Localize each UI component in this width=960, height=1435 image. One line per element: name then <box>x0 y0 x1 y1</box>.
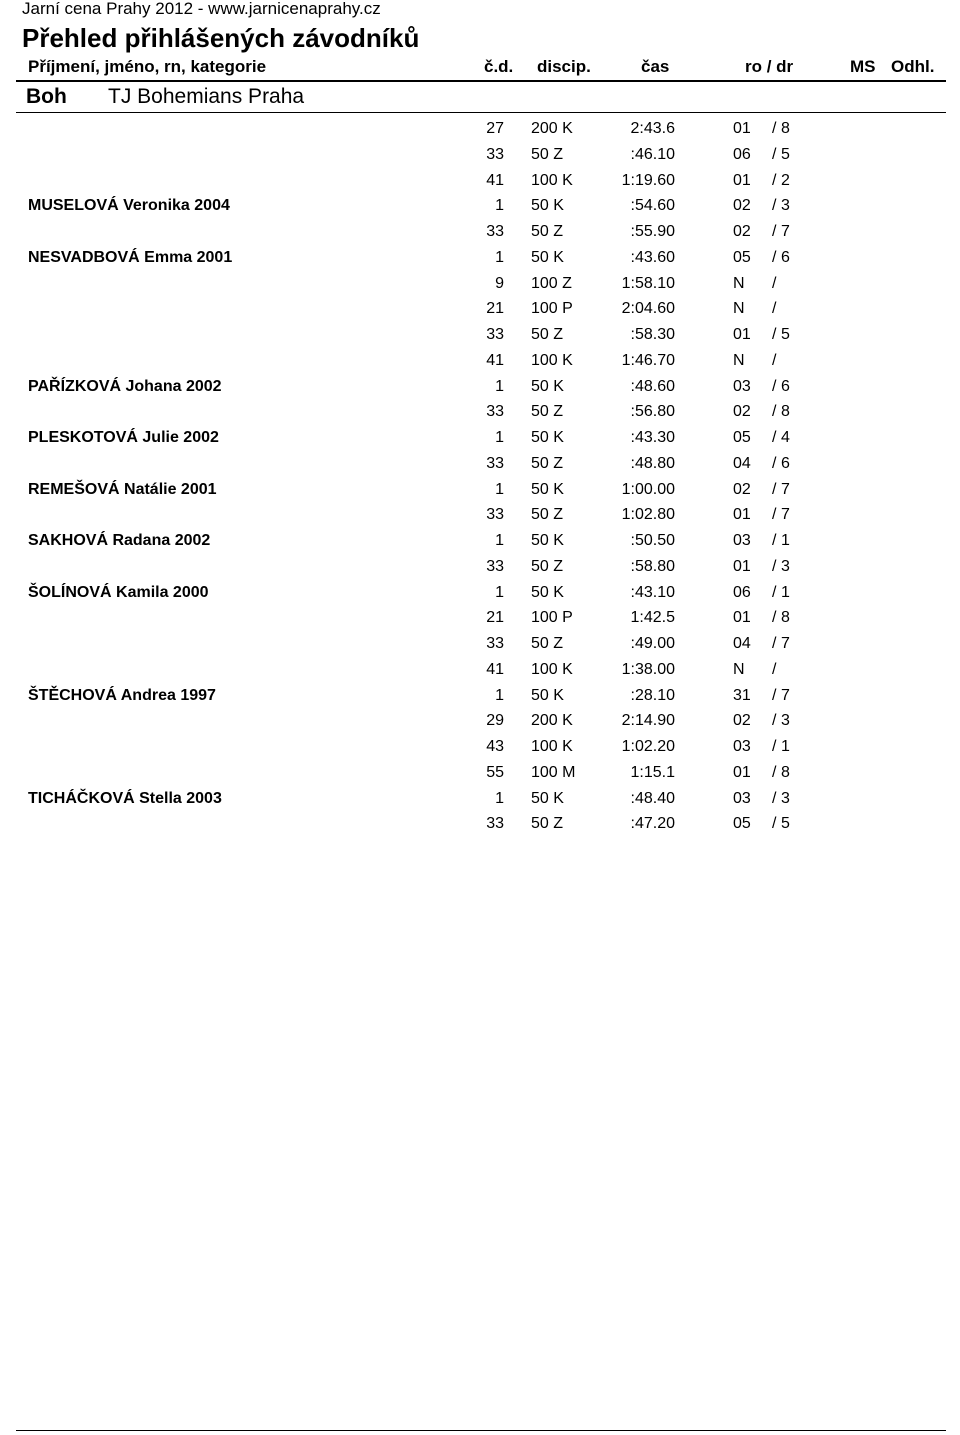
entry-name: SAKHOVÁ Radana 2002 <box>28 532 211 549</box>
entry-separator: / <box>772 789 777 807</box>
entry-dr: 7 <box>781 686 790 704</box>
entry-cd: 1 <box>495 429 504 446</box>
entry-time: :46.10 <box>630 145 675 163</box>
entry-ro: 03 <box>733 738 751 755</box>
entry-time: 2:04.60 <box>621 300 675 318</box>
entry-ro: 03 <box>733 532 751 549</box>
entry-name: PLESKOTOVÁ Julie 2002 <box>28 429 219 446</box>
column-header-ro-dr: ro / dr <box>745 57 794 76</box>
entry-discipline: 200 K <box>531 712 573 730</box>
entry-ro: 01 <box>733 326 751 343</box>
entry-dr: 3 <box>781 789 790 807</box>
entry-ro: 05 <box>733 248 751 266</box>
entry-name: ŠTĚCHOVÁ Andrea 1997 <box>28 686 216 704</box>
entry-discipline: 50 K <box>531 532 564 549</box>
entry-ro: 03 <box>733 789 751 807</box>
entry-discipline: 100 K <box>531 171 573 189</box>
table-row <box>0 811 960 837</box>
entry-dr: 5 <box>781 326 790 343</box>
entry-separator: / <box>772 480 777 498</box>
entry-name: ŠOLÍNOVÁ Kamila 2000 <box>28 583 209 601</box>
entry-ro: 04 <box>733 454 751 472</box>
entry-time: 1:00.00 <box>621 480 675 498</box>
entry-time: :47.20 <box>630 815 675 833</box>
entry-time: 1:15.1 <box>630 763 675 781</box>
entry-discipline: 50 Z <box>531 635 564 652</box>
entry-dr: 7 <box>781 223 790 240</box>
table-row <box>0 116 960 142</box>
entry-cd: 1 <box>495 377 504 395</box>
entries-table <box>0 116 960 837</box>
entry-discipline: 200 K <box>531 120 573 137</box>
table-row <box>0 528 960 554</box>
entry-ro: 02 <box>733 223 751 240</box>
entry-ro: N <box>733 660 745 678</box>
entry-cd: 33 <box>486 403 504 421</box>
table-row <box>0 760 960 786</box>
entry-time: :58.30 <box>630 326 675 343</box>
entry-ro: 01 <box>733 506 751 524</box>
entry-discipline: 50 Z <box>531 403 564 421</box>
entry-time: 1:19.60 <box>621 171 675 189</box>
entry-dr: 7 <box>781 480 790 498</box>
entry-separator: / <box>772 454 777 472</box>
column-header-cd: č.d. <box>484 57 514 76</box>
entry-discipline: 50 Z <box>531 454 564 472</box>
entry-time: 1:46.70 <box>621 351 675 369</box>
table-row <box>0 708 960 734</box>
entry-time: :50.50 <box>630 532 675 549</box>
entry-cd: 27 <box>486 120 504 137</box>
table-row <box>0 296 960 322</box>
entry-time: :43.30 <box>630 429 675 446</box>
entry-ro: 06 <box>733 145 751 163</box>
entry-separator: / <box>772 351 777 369</box>
entry-discipline: 50 Z <box>531 815 564 833</box>
table-row <box>0 477 960 503</box>
entry-time: :55.90 <box>630 223 675 240</box>
entry-discipline: 50 K <box>531 789 564 807</box>
entry-cd: 29 <box>486 712 504 730</box>
entry-separator: / <box>772 815 777 833</box>
entry-separator: / <box>772 248 777 266</box>
entry-name: TICHÁČKOVÁ Stella 2003 <box>28 789 222 807</box>
club-divider <box>16 112 946 113</box>
entry-discipline: 50 Z <box>531 506 564 524</box>
entry-separator: / <box>772 429 777 446</box>
entry-separator: / <box>772 377 777 395</box>
header-divider <box>16 80 946 82</box>
entry-cd: 1 <box>495 248 504 266</box>
entry-ro: 01 <box>733 557 751 575</box>
entry-discipline: 50 Z <box>531 557 564 575</box>
entry-time: 1:58.10 <box>621 274 675 292</box>
entry-dr: 1 <box>781 738 790 755</box>
entry-cd: 43 <box>486 738 504 755</box>
entry-separator: / <box>772 223 777 240</box>
entry-cd: 33 <box>486 326 504 343</box>
entry-separator: / <box>772 738 777 755</box>
table-row <box>0 657 960 683</box>
site-title: Jarní cena Prahy 2012 - www.jarnicenaprahy.cz <box>22 0 381 18</box>
entry-separator: / <box>772 300 777 318</box>
entry-dr: 6 <box>781 454 790 472</box>
entry-cd: 33 <box>486 635 504 652</box>
entry-discipline: 100 K <box>531 351 573 369</box>
entry-separator: / <box>772 686 777 704</box>
entry-cd: 33 <box>486 454 504 472</box>
entry-dr: 1 <box>781 532 790 549</box>
entry-time: :43.60 <box>630 248 675 266</box>
entry-separator: / <box>772 274 777 292</box>
entry-time: 1:02.80 <box>621 506 675 524</box>
entry-separator: / <box>772 557 777 575</box>
entry-cd: 41 <box>486 351 504 369</box>
column-header-discip: discip. <box>537 57 591 76</box>
entry-cd: 21 <box>486 300 504 318</box>
entry-discipline: 50 K <box>531 429 564 446</box>
entry-dr: 3 <box>781 197 790 215</box>
entry-cd: 41 <box>486 660 504 678</box>
entry-separator: / <box>772 583 777 601</box>
entry-name: MUSELOVÁ Veronika 2004 <box>28 197 230 215</box>
entry-discipline: 50 K <box>531 583 564 601</box>
entry-dr: 1 <box>781 583 790 601</box>
entry-dr: 7 <box>781 635 790 652</box>
entry-cd: 55 <box>486 763 504 781</box>
entry-discipline: 100 P <box>531 609 573 627</box>
entry-dr: 3 <box>781 557 790 575</box>
entry-dr: 5 <box>781 145 790 163</box>
entry-discipline: 100 M <box>531 763 576 781</box>
table-row <box>0 374 960 400</box>
table-row <box>0 322 960 348</box>
entry-discipline: 100 P <box>531 300 573 318</box>
entry-name: REMEŠOVÁ Natálie 2001 <box>28 480 217 498</box>
entry-ro: N <box>733 300 745 318</box>
footer-divider <box>16 1430 946 1431</box>
entry-discipline: 50 Z <box>531 223 564 240</box>
entry-discipline: 50 K <box>531 686 564 704</box>
entry-name: PAŘÍZKOVÁ Johana 2002 <box>28 377 222 395</box>
entry-separator: / <box>772 120 777 137</box>
table-row <box>0 605 960 631</box>
entry-dr: 6 <box>781 248 790 266</box>
table-row <box>0 168 960 194</box>
entry-separator: / <box>772 635 777 652</box>
entry-cd: 33 <box>486 557 504 575</box>
entry-dr: 4 <box>781 429 790 446</box>
entry-ro: 05 <box>733 429 751 446</box>
table-row <box>0 399 960 425</box>
entry-time: 1:42.5 <box>630 609 675 627</box>
entry-separator: / <box>772 660 777 678</box>
entry-cd: 1 <box>495 686 504 704</box>
entry-separator: / <box>772 326 777 343</box>
entry-dr: 6 <box>781 377 790 395</box>
entry-dr: 8 <box>781 120 790 137</box>
entry-cd: 21 <box>486 609 504 627</box>
entry-time: :43.10 <box>630 583 675 601</box>
table-row <box>0 425 960 451</box>
entry-ro: 31 <box>733 686 751 704</box>
entry-cd: 1 <box>495 532 504 549</box>
column-header-name: Příjmení, jméno, rn, kategorie <box>28 57 267 76</box>
entry-discipline: 100 K <box>531 738 573 755</box>
entry-cd: 41 <box>486 171 504 189</box>
column-header-time: čas <box>641 57 670 76</box>
table-row <box>0 451 960 477</box>
entry-discipline: 50 K <box>531 480 564 498</box>
club-name: TJ Bohemians Praha <box>108 85 305 108</box>
entry-separator: / <box>772 506 777 524</box>
entry-dr: 2 <box>781 171 790 189</box>
entry-discipline: 100 Z <box>531 274 572 292</box>
entry-ro: 02 <box>733 197 751 215</box>
entry-separator: / <box>772 197 777 215</box>
entry-time: 1:02.20 <box>621 738 675 755</box>
entry-dr: 8 <box>781 403 790 421</box>
entry-ro: 01 <box>733 120 751 137</box>
entry-ro: N <box>733 274 745 292</box>
entry-dr: 8 <box>781 609 790 627</box>
entry-cd: 1 <box>495 789 504 807</box>
entry-ro: 05 <box>733 815 751 833</box>
table-row <box>0 219 960 245</box>
entry-dr: 7 <box>781 506 790 524</box>
entry-separator: / <box>772 171 777 189</box>
entry-separator: / <box>772 145 777 163</box>
entry-ro: 02 <box>733 403 751 421</box>
table-row <box>0 631 960 657</box>
entry-separator: / <box>772 712 777 730</box>
entry-dr: 5 <box>781 815 790 833</box>
table-row <box>0 271 960 297</box>
entry-cd: 33 <box>486 815 504 833</box>
entry-ro: N <box>733 351 745 369</box>
entry-time: :48.80 <box>630 454 675 472</box>
table-row <box>0 734 960 760</box>
entry-ro: 06 <box>733 583 751 601</box>
entry-cd: 1 <box>495 197 504 215</box>
entry-separator: / <box>772 763 777 781</box>
entry-time: :56.80 <box>630 403 675 421</box>
column-header-ms: MS <box>850 57 876 76</box>
entry-ro: 01 <box>733 763 751 781</box>
entry-time: 2:43.6 <box>630 120 675 137</box>
entry-discipline: 50 K <box>531 197 564 215</box>
entry-discipline: 100 K <box>531 660 573 678</box>
entry-discipline: 50 K <box>531 377 564 395</box>
column-header-odhl: Odhl. <box>891 57 935 76</box>
table-row <box>0 142 960 168</box>
page-title: Přehled přihlášených závodníků <box>22 23 420 53</box>
entry-cd: 9 <box>495 274 504 292</box>
entry-name: NESVADBOVÁ Emma 2001 <box>28 248 233 266</box>
entry-time: :28.10 <box>630 686 675 704</box>
entry-ro: 02 <box>733 480 751 498</box>
entry-ro: 04 <box>733 635 751 652</box>
entry-dr: 8 <box>781 763 790 781</box>
table-row <box>0 245 960 271</box>
entry-time: :48.60 <box>630 377 675 395</box>
entry-ro: 03 <box>733 377 751 395</box>
entry-separator: / <box>772 532 777 549</box>
table-row <box>0 348 960 374</box>
entry-separator: / <box>772 609 777 627</box>
table-row <box>0 554 960 580</box>
entry-cd: 1 <box>495 480 504 498</box>
entry-separator: / <box>772 403 777 421</box>
entry-time: :49.00 <box>630 635 675 652</box>
entry-time: :54.60 <box>630 197 675 215</box>
entry-ro: 01 <box>733 171 751 189</box>
table-row <box>0 786 960 812</box>
entry-discipline: 50 K <box>531 248 564 266</box>
entry-time: 1:38.00 <box>621 660 675 678</box>
club-code: Boh <box>26 85 67 108</box>
entry-discipline: 50 Z <box>531 326 564 343</box>
entry-time: 2:14.90 <box>621 712 675 730</box>
table-row <box>0 580 960 606</box>
table-row <box>0 193 960 219</box>
entry-ro: 01 <box>733 609 751 627</box>
entry-dr: 3 <box>781 712 790 730</box>
entry-cd: 33 <box>486 506 504 524</box>
table-row <box>0 502 960 528</box>
entry-cd: 33 <box>486 223 504 240</box>
entry-cd: 1 <box>495 583 504 601</box>
entry-time: :58.80 <box>630 557 675 575</box>
entry-ro: 02 <box>733 712 751 730</box>
table-row <box>0 683 960 709</box>
entry-time: :48.40 <box>630 789 675 807</box>
entry-discipline: 50 Z <box>531 145 564 163</box>
entry-cd: 33 <box>486 145 504 163</box>
